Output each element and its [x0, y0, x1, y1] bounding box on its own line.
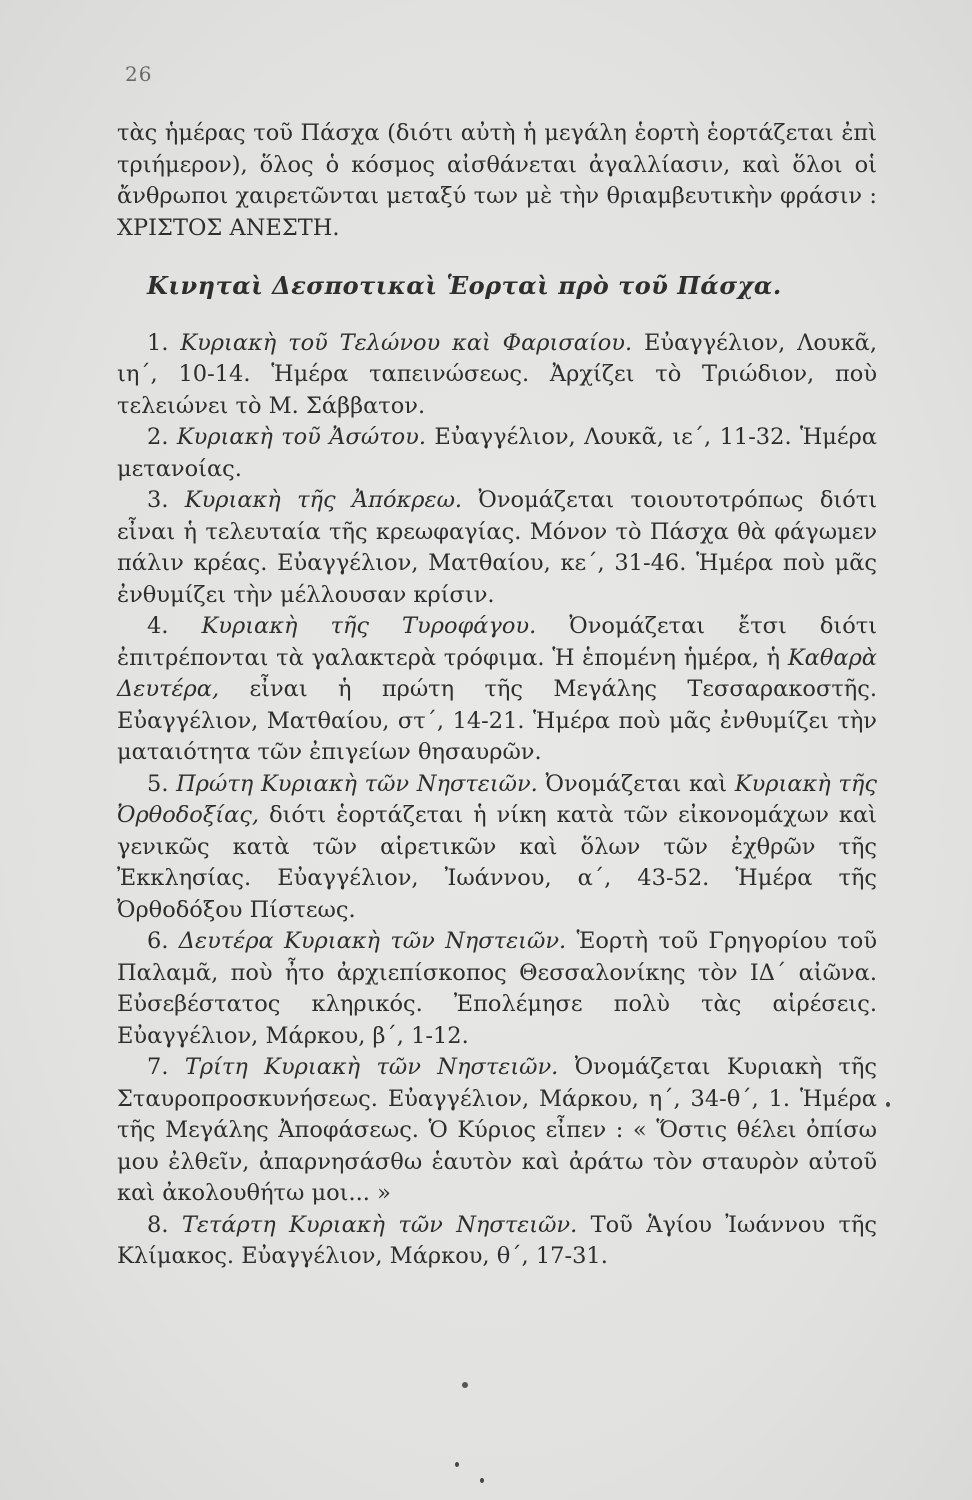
- list-item-5: [117, 769, 877, 927]
- item-number: 2.: [147, 424, 169, 450]
- list-item-4: [117, 611, 877, 769]
- ink-speck: [480, 1478, 484, 1483]
- item-title: Κυριακὴ τοῦ Ἀσώτου.: [176, 424, 427, 450]
- item-italic-phrase: Κυριακὴ τῆς Ὀρθοδοξίας,: [117, 770, 877, 828]
- ink-speck: [886, 1102, 890, 1107]
- item-title: Πρώτη Κυριακὴ τῶν Νηστειῶν.: [176, 770, 538, 797]
- item-number: 1.: [147, 329, 169, 356]
- item-text-before: Ὀνομάζεται καὶ: [545, 770, 728, 797]
- item-text: Ἑορτὴ τοῦ Γρηγορίου τοῦ Παλαμᾶ, ποὺ ἦτο ἀρχιεπίσκοπος Θεσσαλονίκης τὸν ΙΔ΄ αἰῶνα. Εὐσεβέστατος κληρικός. Ἐπολέμησε πολὺ τὰς αἱρέσεις. Εὐαγγέλιον, Μάρκου, β΄, 1-12.: [117, 928, 878, 1049]
- item-text-after: διότι ἑορτάζεται ἡ νίκη κατὰ τῶν εἰκονομάχων καὶ γενικῶς κατὰ τῶν αἱρετικῶν καὶ ὅλων τῶν ἐχθρῶν τῆς Ἐκκλησίας. Εὐαγγέλιον, Ἰωάννου, α΄, 43-52. Ἡμέρα τῆς Ὀρθοδόξου Πίστεως.: [117, 802, 877, 923]
- item-title: Τρίτη Κυριακὴ τῶν Νηστειῶν.: [184, 1054, 559, 1080]
- item-text: Εὐαγγέλιον, Λουκᾶ, ιε΄, 11-32. Ἡμέρα μετανοίας.: [117, 424, 877, 482]
- item-number: 3.: [147, 487, 169, 513]
- list-item-3: [117, 485, 877, 611]
- ink-speck: [455, 1462, 459, 1467]
- item-number: 8.: [147, 1211, 169, 1238]
- page-number: 26: [125, 62, 153, 86]
- item-text: Ὀνομάζεται Κυριακὴ τῆς Σταυροπροσκυνήσεως. Εὐαγγέλιον, Μάρκου, η΄, 34-θ΄, 1. Ἡμέρα τῆς Μεγάλης Ἀποφάσεως. Ὁ Κύριος εἶπεν : « Ὅστις θέλει ὀπίσω μου ἐλθεῖν, ἀπαρνησάσθω ἑαυτὸν καὶ ἀράτω τὸν σταυρὸν αὐτοῦ καὶ ἀκολουθήτω μοι... »: [117, 1054, 878, 1206]
- intro-paragraph: τὰς ἡμέρας τοῦ Πάσχα (διότι αὐτὴ ἡ μεγάλη ἑορτὴ ἑορτάζεται ἐπὶ τριήμερον), ὅλος ὁ κόσμος αἰσθάνεται ἀγαλλίασιν, καὶ ὅλοι οἱ ἄνθρωποι χαιρετῶνται μεταξύ των μὲ τὴν θριαμβευτικὴν φράσιν : ΧΡΙΣΤΟΣ ΑΝΕΣΤΗ.: [117, 120, 877, 241]
- item-number: 4.: [147, 613, 169, 639]
- item-text-before: Ὀνομάζεται ἔτσι διότι ἐπιτρέπονται τὰ γαλακτερὰ τρόφιμα. Ἡ ἑπομένη ἡμέρα, ἡ: [117, 613, 878, 671]
- item-title: Κυριακὴ τοῦ Τελώνου καὶ Φαρισαίου.: [180, 329, 633, 356]
- item-title: Τετάρτη Κυριακὴ τῶν Νηστειῶν.: [181, 1211, 578, 1238]
- ink-speck: [462, 1382, 468, 1388]
- item-title: Κυριακὴ τῆς Τυροφάγου.: [201, 613, 537, 639]
- item-italic-phrase: Καθαρὰ Δευτέρα,: [117, 644, 877, 702]
- list-item-7: [117, 1052, 877, 1210]
- item-text: Τοῦ Ἁγίου Ἰωάννου τῆς Κλίμακος. Εὐαγγέλιον, Μάρκου, θ΄, 17-31.: [117, 1211, 878, 1269]
- list-item-6: [117, 926, 877, 1052]
- item-text-after: εἶναι ἡ πρώτη τῆς Μεγάλης Τεσσαρακοστῆς. Εὐαγγέλιον, Ματθαίου, στ΄, 14-21. Ἡμέρα ποὺ μᾶς ἐνθυμίζει τὴν ματαιότητα τῶν ἐπιγείων θησαυρῶν.: [117, 676, 878, 765]
- item-text: Ὀνομάζεται τοιουτοτρόπως διότι εἶναι ἡ τελευταία τῆς κρεωφαγίας. Μόνον τὸ Πάσχα θὰ φάγωμεν πάλιν κρέας. Εὐαγγέλιον, Ματθαίου, κε΄, 31-46. Ἡμέρα ποὺ μᾶς ἐνθυμίζει τὴν μέλλουσαν κρίσιν.: [117, 487, 878, 608]
- item-number: 6.: [147, 928, 169, 954]
- list-item-8: [117, 1210, 877, 1273]
- section-heading: Κινηταὶ Δεσποτικαὶ Ἑορταὶ πρὸ τοῦ Πάσχα.: [147, 271, 782, 300]
- list-item-1: [117, 328, 877, 423]
- item-number: 7.: [147, 1054, 169, 1080]
- list-item-2: [117, 422, 877, 485]
- page-body: [117, 118, 877, 1273]
- item-number: 5.: [147, 770, 169, 797]
- item-text: Εὐαγγέλιον, Λουκᾶ, ιη΄, 10-14. Ἡμέρα ταπεινώσεως. Ἀρχίζει τὸ Τριώδιον, ποὺ τελειώνει τὸ Μ. Σάββατον.: [117, 329, 877, 419]
- item-title: Κυριακὴ τῆς Ἀπόκρεω.: [184, 487, 463, 513]
- item-title: Δευτέρα Κυριακὴ τῶν Νηστειῶν.: [178, 928, 567, 954]
